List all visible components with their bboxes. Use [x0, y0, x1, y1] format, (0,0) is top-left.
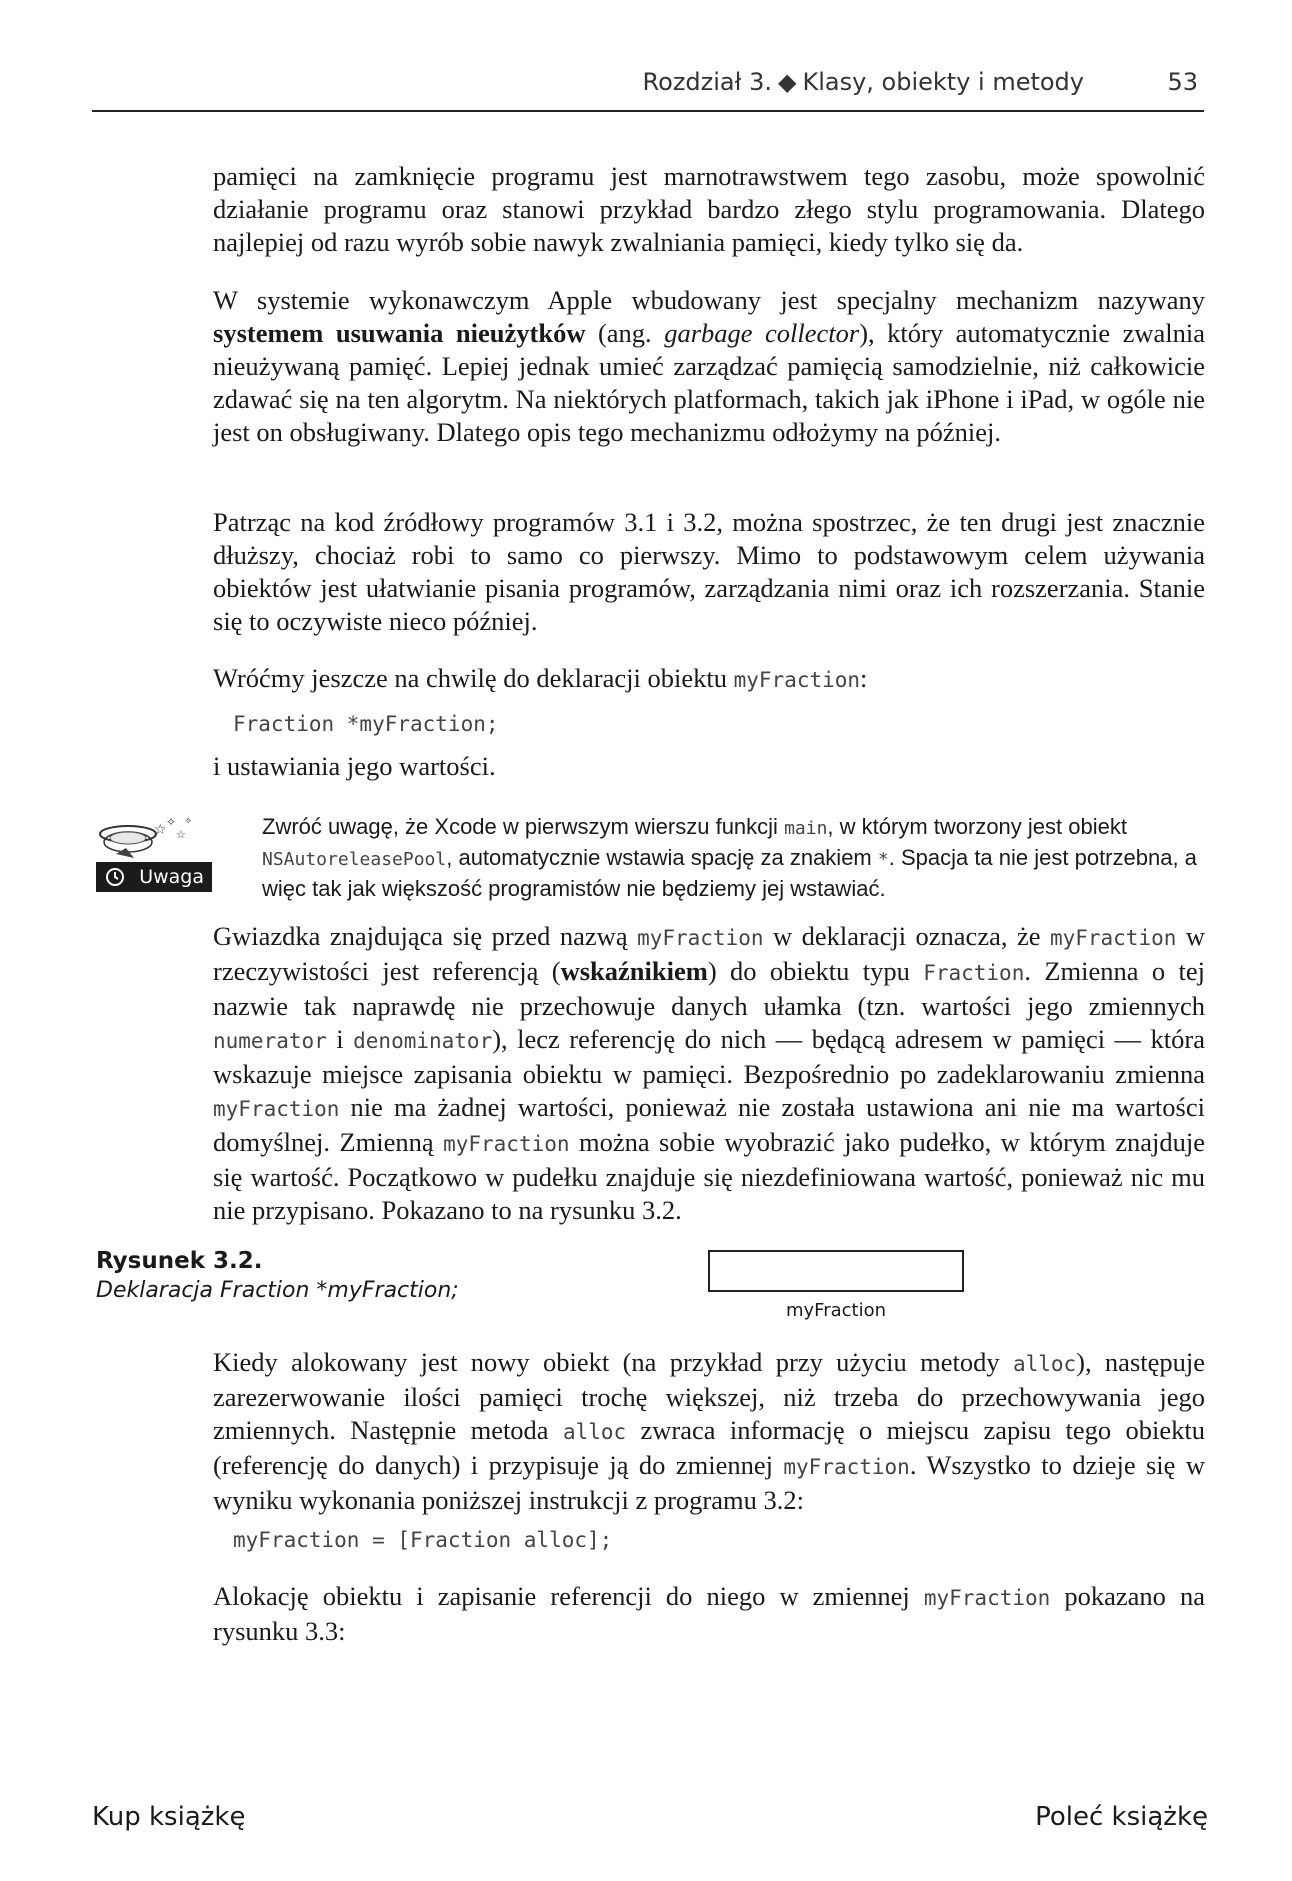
code-snippet-alloc: myFraction = [Fraction alloc]; [233, 1528, 613, 1552]
inline-code: numerator [213, 1029, 327, 1053]
pointer-box-label: myFraction [785, 1300, 887, 1321]
text-run: (ang. [585, 318, 665, 348]
inline-code: myFraction [733, 668, 861, 692]
recommend-book-link[interactable]: Poleć książkę [1035, 1802, 1208, 1832]
text-run: ), który automatycznie zwalnia nieużywaną pamięć. Lepiej jednak umieć zarządzać pamięcią samodzielnie, niż całkowicie zdawać się na ten algorytm. Na niektórych platformach, takich jak iPhone i iPad, w ogóle nie jest on obsługiwany. Dlatego opis tego mechanizmu odłożymy na później. [213, 318, 1205, 447]
diamond-icon: ◆ [777, 68, 797, 96]
text-run: w deklaracji oznacza, że [763, 921, 1050, 951]
bold-term: systemem usuwania nieużytków [213, 318, 586, 348]
svg-text:✧: ✧ [166, 815, 177, 829]
text-run: . Zmienna o tej nazwie tak naprawdę nie przechowuje danych ułamka (tzn. wartości jego zmiennych [213, 956, 1205, 1021]
paragraph-4 [213, 662, 1205, 697]
svg-text:☆: ☆ [176, 828, 186, 841]
chapter-label: Rozdział 3. [642, 68, 772, 96]
figure-caption-subtitle: Deklaracja Fraction *myFraction; [96, 1278, 459, 1303]
page-header [92, 66, 1204, 112]
svg-text:☆: ☆ [154, 822, 167, 838]
note-badge-label: Uwaga [139, 866, 204, 888]
chapter-title: Klasy, obiekty i metody [802, 68, 1084, 96]
inline-code: alloc [562, 1420, 627, 1444]
italic-term: garbage collector [664, 318, 860, 348]
paragraph-1: pamięci na zamknięcie programu jest marnotrawstwem tego zasobu, może spowolnić działanie programu oraz stanowi przykład bardzo złego stylu programowania. Dlatego najlepiej od razu wyrób sobie nawyk zwalniania pamięci, kiedy tylko się da. [213, 161, 1205, 257]
paragraph-5: i ustawiania jego wartości. [213, 751, 496, 781]
inline-code: denominator [353, 1029, 493, 1053]
bold-term: wskaźnikiem [560, 956, 708, 986]
paragraph-3: Patrząc na kod źródłowy programów 3.1 i 3.2, można spostrzec, że ten drugi jest znacznie dłuższy, chociaż robi to samo co pierwszy. Mimo to podstawowym celem używania obiektów jest ułatwianie pisania programów, zarządzania nimi oraz ich rozszerzania. Stanie się to oczywiste nieco później. [213, 507, 1205, 636]
svg-text:✧: ✧ [184, 816, 193, 827]
text-run: , w którym tworzony jest obiekt [827, 814, 1127, 839]
clock-icon [104, 866, 126, 888]
inline-code: myFraction [1049, 926, 1177, 950]
inline-code: myFraction [443, 1132, 570, 1156]
text-run: : [860, 663, 868, 693]
text-run: pokazano na rysunku 3.3: [213, 1581, 1205, 1646]
inline-code: myFraction [637, 926, 764, 950]
text-run: W systemie wykonawczym Apple wbudowany jest specjalny mechanizm nazywany [213, 285, 1205, 315]
inline-code: NSAutoreleasePool [262, 849, 447, 870]
inline-code: myFraction [783, 1455, 910, 1479]
inline-code: * [877, 849, 889, 870]
inline-code: alloc [1012, 1352, 1077, 1376]
text-run: . Wszystko to dzieje się w wyniku wykonania poniższej instrukcji z programu 3.2: [213, 1450, 1205, 1515]
text-run: . Spacja ta nie jest potrzebna, a więc tak jak większość programistów nie będziemy jej wstawiać. [262, 845, 1197, 901]
pointer-box-diagram [708, 1250, 964, 1292]
code-snippet-declaration: Fraction *myFraction; [233, 712, 499, 736]
text-run: Alokację obiektu i zapisanie referencji do niego w zmiennej [213, 1581, 924, 1611]
page-number: 53 [1167, 68, 1198, 96]
text-run: nie ma żadnej wartości, ponieważ nie została ustawiona ani nie ma wartości domyślnej. Zmienną [213, 1092, 1205, 1157]
inline-code: myFraction [923, 1586, 1051, 1610]
text-run: , automatycznie wstawia spację za znakiem [446, 845, 878, 870]
paragraph-2 [213, 284, 1205, 449]
running-title [643, 68, 1084, 96]
paragraph-7 [213, 1346, 1205, 1517]
text-run: i [326, 1024, 354, 1054]
text-run: Zwróć uwagę, że Xcode w pierwszym wierszu funkcji [262, 814, 785, 839]
note-text [262, 812, 1206, 903]
inline-code: main [784, 818, 828, 839]
text-run: ) do obiektu typu [707, 956, 924, 986]
buy-book-link[interactable]: Kup książkę [92, 1802, 246, 1832]
text-run: Gwiazdka znajdująca się przed nazwą [213, 921, 638, 951]
figure-caption-title: Rysunek 3.2. [96, 1248, 263, 1274]
text-run: można sobie wyobrazić jako pudełko, w którym znajduje się wartość. Początkowo w pudełku znajduje się niezdefiniowana wartość, ponieważ nic mu nie przypisano. Pokazano to na rysunku 3.2. [213, 1127, 1205, 1225]
text-run: Wróćmy jeszcze na chwilę do deklaracji obiektu [213, 663, 734, 693]
text-run: ), następuje zarezerwowanie ilości pamięci trochę większej, niż trzeba do przechowywania jego zmiennych. Następnie metoda [213, 1347, 1206, 1445]
inline-code: Fraction [923, 961, 1025, 985]
text-run: zwraca informację o miejscu zapisu tego obiektu (referencję do danych) i przypisuje ją do zmiennej [213, 1415, 1205, 1480]
text-run: w rzeczywistości jest referencją ( [213, 921, 1206, 986]
text-run: ), lecz referencję do nich — będącą adresem w pamięci — która wskazuje miejsce zapisania obiektu w pamięci. Bezpośrednio po zadeklarowaniu zmienna [213, 1024, 1205, 1089]
inline-code: myFraction [213, 1097, 340, 1121]
text-run: Kiedy alokowany jest nowy obiekt (na przykład przy użyciu metody [213, 1347, 1013, 1377]
paragraph-6 [213, 920, 1205, 1227]
paragraph-8 [213, 1580, 1205, 1648]
